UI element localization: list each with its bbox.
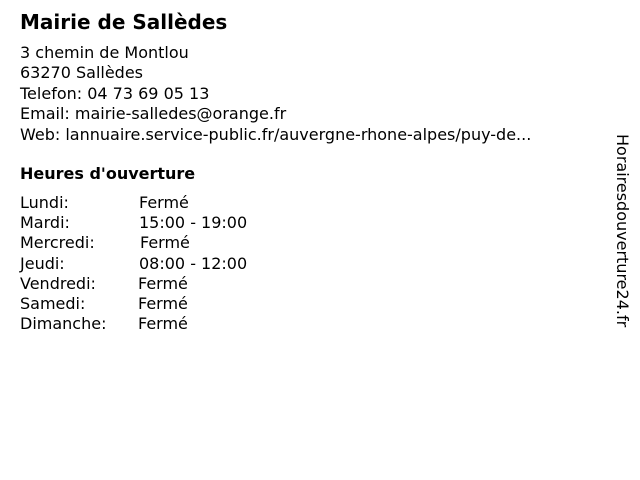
phone-number: Telefon: 04 73 69 05 13 — [20, 83, 210, 103]
day-label: Lundi: — [20, 193, 69, 212]
day-label: Dimanche: — [20, 314, 107, 334]
opening-hours-heading: Heures d'ouverture — [20, 164, 196, 183]
page-title: Mairie de Sallèdes — [20, 10, 228, 34]
day-hours: Fermé — [140, 233, 190, 253]
email-address: Email: mairie-salledes@orange.fr — [20, 104, 287, 124]
day-hours: 08:00 - 12:00 — [139, 253, 248, 273]
postal-city: 63270 Sallèdes — [20, 63, 144, 83]
street-address: 3 chemin de Montlou — [20, 43, 189, 62]
website-url: Web: lannuaire.service-public.fr/auvergne-rhone-alpes/puy-de... — [20, 124, 532, 144]
site-watermark: Horairesdouverture24.fr — [613, 134, 632, 328]
address-block — [20, 43, 531, 145]
day-hours: 15:00 - 19:00 — [139, 213, 248, 233]
day-hours: Fermé — [138, 314, 188, 334]
day-hours: Fermé — [138, 273, 188, 293]
day-hours: Fermé — [139, 193, 189, 212]
day-label: Vendredi: — [20, 273, 96, 293]
day-label: Jeudi: — [20, 253, 65, 273]
day-hours: Fermé — [138, 293, 188, 313]
day-label: Mercredi: — [20, 233, 95, 253]
day-label: Mardi: — [20, 213, 70, 233]
day-label: Samedi: — [20, 293, 86, 313]
